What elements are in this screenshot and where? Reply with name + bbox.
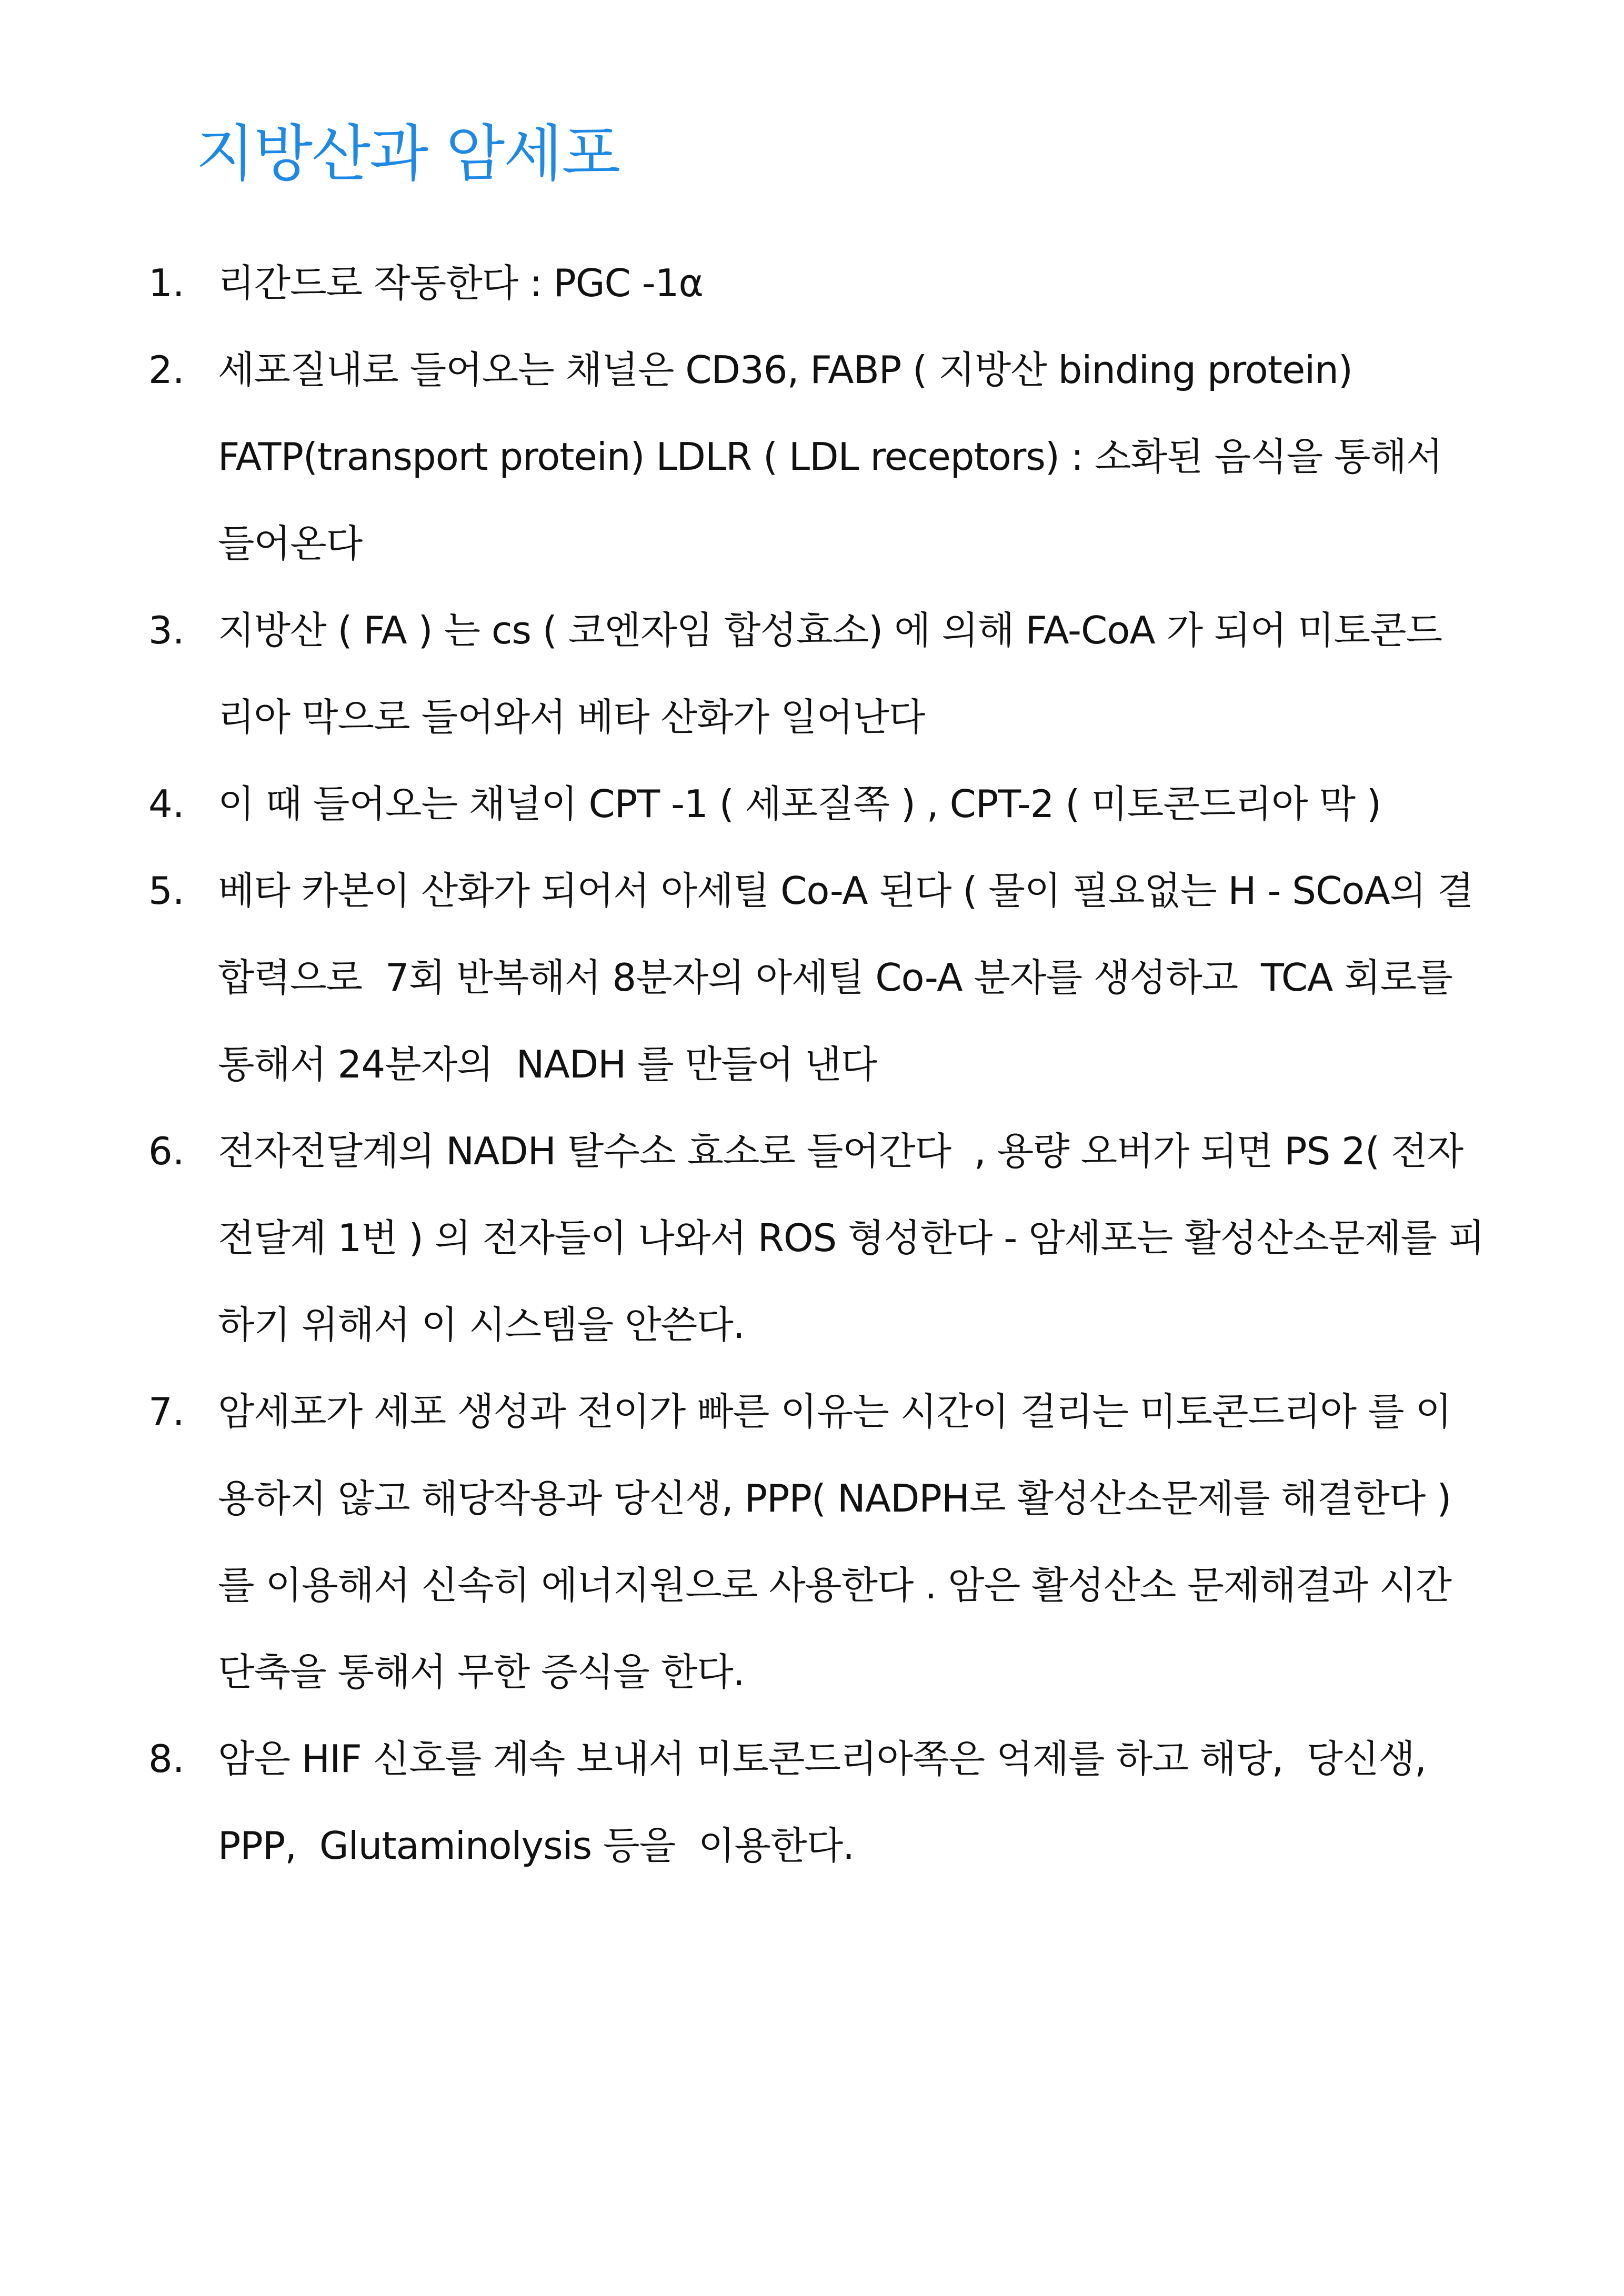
list-item-text-line: 전자전달계의 NADH 탈수소 효소로 들어간다 , 용량 오버가 되면 PS 2( 전자 bbox=[218, 1129, 1463, 1173]
list-item-text-line: FATP(transport protein) LDLR ( LDL receptors) : 소화된 음식을 통해서 bbox=[218, 435, 1442, 479]
list-item-text-line: 암은 HIF 신호를 계속 보내서 미토콘드리아쪽은 억제를 하고 해당, 당신생, bbox=[218, 1737, 1426, 1781]
list-item-text-line: PPP, Glutaminolysis 등을 이용한다. bbox=[218, 1824, 855, 1868]
list-item-text-line: 지방산 ( FA ) 는 cs ( 코엔자임 합성효소) 에 의해 FA-CoA 가 되어 미토콘드 bbox=[218, 608, 1442, 652]
list-item-text-line: 암세포가 세포 생성과 전이가 빠른 이유는 시간이 걸리는 미토콘드리아 를 이 bbox=[218, 1389, 1451, 1434]
list-item-text-line: 단축을 통해서 무한 증식을 한다. bbox=[218, 1650, 745, 1694]
list-item-number: 8. bbox=[148, 1737, 185, 1781]
list-item-text-line: 하기 위해서 이 시스템을 안쓴다. bbox=[218, 1303, 745, 1347]
page-title: 지방산과 암세포 bbox=[196, 118, 620, 189]
list-item-number: 5. bbox=[148, 869, 185, 913]
list-item-number: 4. bbox=[148, 782, 185, 826]
list-item-text-line: 들어온다 bbox=[218, 521, 363, 566]
list-item-text-line: 를 이용해서 신속히 에너지원으로 사용한다 . 암은 활성산소 문제해결과 시간 bbox=[218, 1563, 1451, 1607]
list-item-text-line: 이 때 들어오는 채널이 CPT -1 ( 세포질쪽 ) , CPT-2 ( 미토콘드리아 막 ) bbox=[218, 782, 1381, 826]
list-item-text-line: 베타 카본이 산화가 되어서 아세틸 Co-A 된다 ( 물이 필요없는 H - SCoA의 결 bbox=[218, 869, 1473, 913]
list-item-number: 2. bbox=[148, 348, 185, 392]
list-item-number: 1. bbox=[148, 261, 185, 305]
list-item-text-line: 통해서 24분자의 NADH 를 만들어 낸다 bbox=[218, 1042, 877, 1086]
list-item-text-line: 합력으로 7회 반복해서 8분자의 아세틸 Co-A 분자를 생성하고 TCA 회로를 bbox=[218, 955, 1452, 1000]
list-item-number: 7. bbox=[148, 1389, 185, 1434]
list-item-text-line: 용하지 않고 해당작용과 당신생, PPP( NADPH로 활성산소문제를 해결한다 ) bbox=[218, 1476, 1451, 1520]
list-item-text-line: 리간드로 작동한다 : PGC -1α bbox=[218, 261, 703, 305]
list-item-text-line: 리아 막으로 들어와서 베타 산화가 일어난다 bbox=[218, 695, 925, 739]
list-item-text-line: 전달계 1번 ) 의 전자들이 나와서 ROS 형성한다 - 암세포는 활성산소문제를 피 bbox=[218, 1216, 1485, 1260]
list-item-number: 3. bbox=[148, 608, 185, 652]
list-item-text-line: 세포질내로 들어오는 채널은 CD36, FABP ( 지방산 binding protein) bbox=[218, 348, 1352, 392]
list-item-number: 6. bbox=[148, 1129, 185, 1173]
